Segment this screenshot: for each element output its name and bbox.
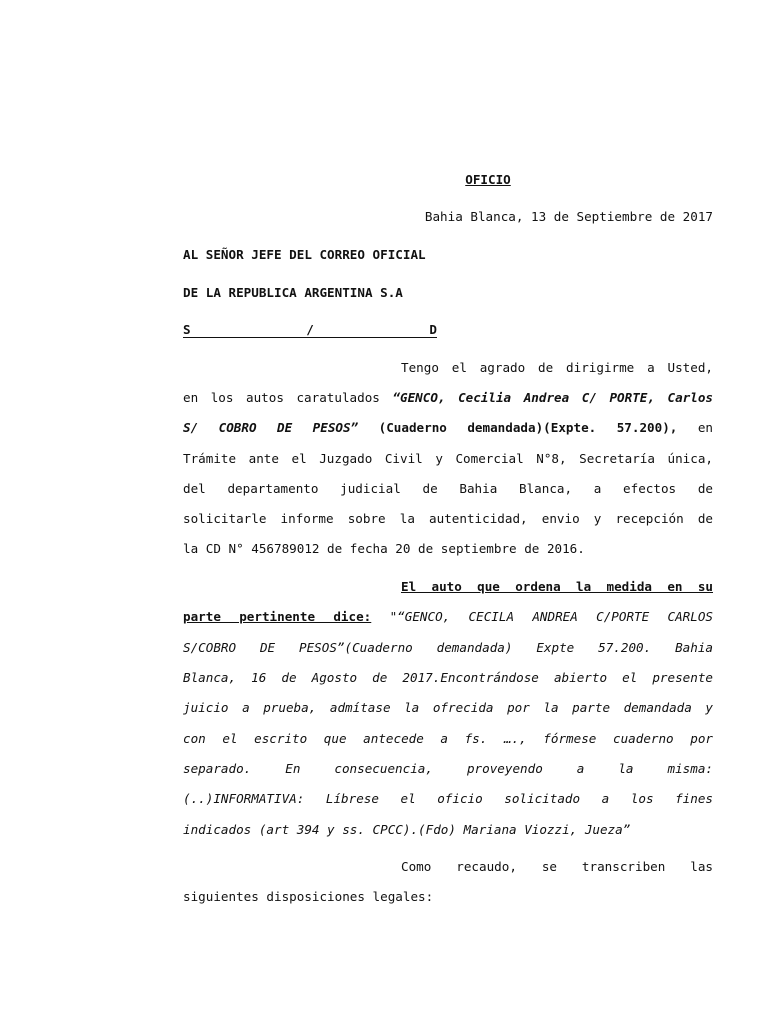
para1-line-4: Trámite ante el Juzgado Civil y Comercial N°8, Secretaría única, bbox=[183, 451, 713, 466]
order-heading: El auto que ordena la medida en su bbox=[401, 579, 713, 594]
recipient-line-2: DE LA REPUBLICA ARGENTINA S.A bbox=[183, 285, 403, 300]
document-title bbox=[183, 171, 713, 189]
para1-line-6: solicitarle informe sobre la autenticidad, envio y recepción de bbox=[183, 511, 713, 526]
para2-line-3: S/COBRO DE PESOS”(Cuaderno demandada) Expte 57.200. Bahia bbox=[183, 640, 713, 655]
para2-line-4: Blanca, 16 de Agosto de 2017.Encontrándose abierto el presente bbox=[183, 670, 713, 685]
para1-text: en los autos caratulados bbox=[183, 390, 393, 405]
sd-slash: / bbox=[306, 322, 314, 337]
title-text: OFICIO bbox=[465, 172, 511, 187]
para1-text: en bbox=[677, 420, 713, 435]
para2-line-5: juicio a prueba, admítase la ofrecida por la parte demandada y bbox=[183, 700, 713, 715]
para2-line-7: separado. En consecuencia, proveyendo a la misma: bbox=[183, 761, 713, 776]
sd-line bbox=[183, 321, 713, 339]
recipient-line-1: AL SEÑOR JEFE DEL CORREO OFICIAL bbox=[183, 247, 426, 262]
date-line: Bahia Blanca, 13 de Septiembre de 2017 bbox=[424, 209, 713, 224]
case-caption: “GENCO, Cecilia Andrea C/ PORTE, Carlos bbox=[392, 390, 713, 405]
para2-line-6: con el escrito que antecede a fs. …., fórmese cuaderno por bbox=[183, 731, 713, 746]
order-heading-cont: parte pertinente dice: bbox=[183, 609, 372, 624]
para2-line-9: indicados (art 394 y ss. CPCC).(Fdo) Mariana Viozzi, Jueza” bbox=[183, 822, 631, 837]
para1-line-1: Tengo el agrado de dirigirme a Usted, bbox=[401, 360, 713, 375]
sd-s: S bbox=[183, 322, 191, 337]
para2-line-2 bbox=[183, 608, 713, 626]
para2-line-8: (..)INFORMATIVA: Líbrese el oficio solicitado a los fines bbox=[183, 791, 713, 806]
para1-line-2 bbox=[183, 389, 713, 407]
para3-line-2: siguientes disposiciones legales: bbox=[183, 889, 434, 904]
case-file: (Cuaderno demandada)(Expte. 57.200), bbox=[358, 420, 678, 435]
para2-line-1 bbox=[183, 578, 713, 596]
case-caption-cont: S/ COBRO DE PESOS” bbox=[183, 420, 359, 435]
para1-line-7: la CD N° 456789012 de fecha 20 de septiembre de 2016. bbox=[183, 541, 585, 556]
sd-salutation bbox=[183, 321, 437, 338]
para1-line-5: del departamento judicial de Bahia Blanca, a efectos de bbox=[183, 481, 713, 496]
para1-line-3 bbox=[183, 419, 713, 437]
order-quote: "“GENCO, CECILA ANDREA C/PORTE CARLOS bbox=[371, 609, 714, 624]
sd-d: D bbox=[429, 322, 437, 337]
para3-line-1: Como recaudo, se transcriben las bbox=[401, 859, 713, 874]
